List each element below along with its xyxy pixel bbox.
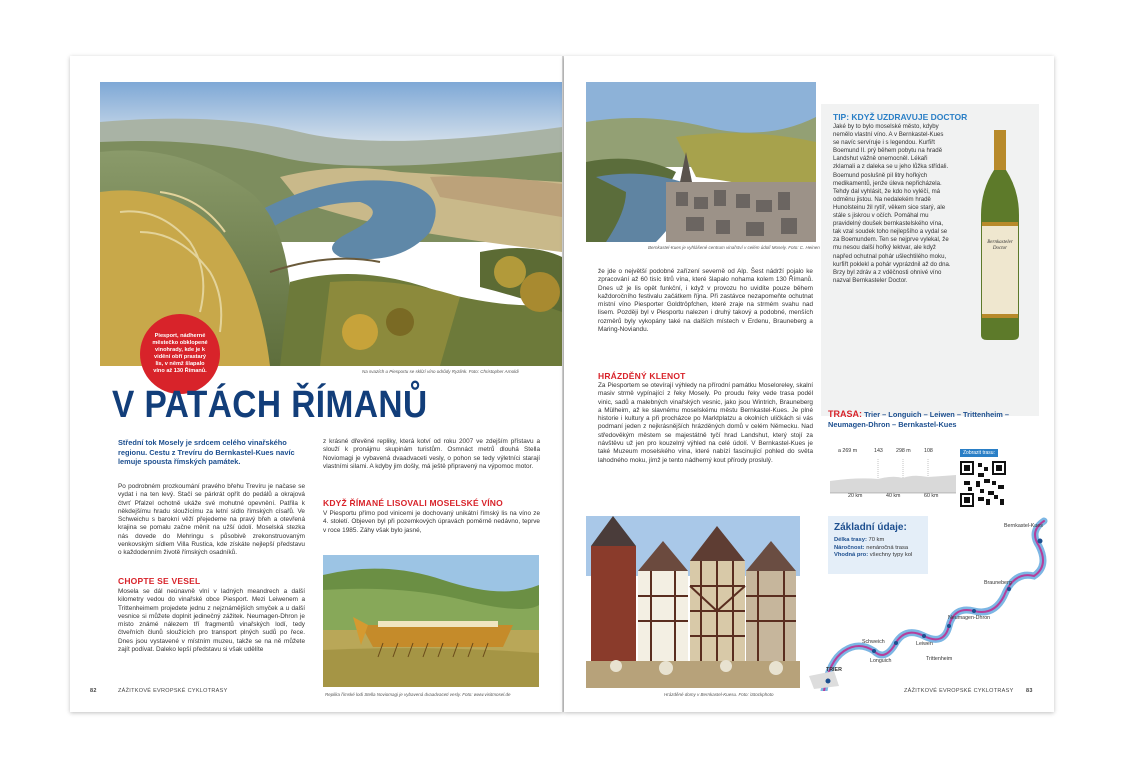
info-value: nenáročná trasa (866, 544, 909, 551)
profile-km-1: 20 km (848, 493, 863, 499)
profile-km-2: 40 km (886, 493, 901, 499)
info-key: Délka trasy: (834, 537, 867, 543)
right-page-number: 83 (1026, 688, 1033, 694)
profile-label-3: 298 m (896, 448, 911, 454)
left-col1-text: Po podrobném prozkoumání pravého břehu Trevíru je načase se vydat i na ten levý. Stačí se párkrát opřít do pedálů a okrajová čtvrť Pfalzel ochotně ukáže své mohutné opevnění. Patřila k někdejšímu hradu sloužícímu za letní sídlo římských císařů. Ve Schweichu s barokní věží přejedeme na pravý břeh a otevřená krajina se pomalu začne měnit na užší údolí. Moselská stezka nás dovede do Mehringu s působivě zrekonstruovaným venkovským sídlem Villa Rustica, kde získáte nejlepší představu o každodenním životě římských osadníků. (118, 483, 305, 557)
left-col2-text2: V Piesportu přímo pod vinicemi je dochovaný unikátní římský lis na víno ze 4. století. Objeven byl při pozemkových úpravách poměrně nedávno, teprve v roce 1985. Záhy však bylo jasné, (323, 510, 540, 534)
info-key: Náročnost: (834, 544, 865, 551)
right-footer: ZÁŽITKOVÉ EVROPSKÉ CYKLOTRASY (904, 688, 1014, 694)
badge-text: Piesport, nádherné městečko obklopené vinohrady, kde je k vidění obří prastarý lis, v němž šlapalo víno až 130 Římanů. (152, 333, 208, 374)
top-photo-caption: Na svazích u Piesportu se sklízí víno odrůdy Ryzlink. Foto: Christopher Arnoldi (362, 369, 519, 374)
houses-caption: Hrázděné domy v Bernkastel-Kuesu. Foto: iStockphoto (664, 692, 774, 697)
left-page (70, 56, 563, 712)
route-text: Trier – Longuich – Leiwen – Trittenheim – Neumagen-Dhron – Bernkastel-Kues (828, 410, 1010, 429)
map-label-bernkastel: Bernkastel-Kues (1004, 523, 1043, 529)
right-page (564, 56, 1054, 712)
right-col-text: že jde o největší podobné zařízení severně od Alp. Šest nádrží pojalo ke zpracování až 60 tisíc litrů vína, které šlapalo nohama kolem 130 Římanů. Dnes už je lis opět funkční, i když v provozu ho uvidíte pouze během každoročního festivalu začátkem října. Při zastávce nezapomeňte ochutnat místní víno Piesporter Goldtröpfchen, které zraje na strmém svahu nad lisem. Později byl v Piesportu nalezen i druhý takový a podobné, menších rozměrů byly vykopány také na dalších místech v Erdenu, Brauneberg a Maring-Noviandu. (598, 268, 813, 334)
tip-title: TIP: KDYŽ UZDRAVUJE DOCTOR (833, 112, 968, 122)
right-col-heading: HRÁZDĚNÝ KLENOT (598, 371, 686, 381)
route-summary (828, 409, 1028, 430)
route-map (804, 511, 1049, 691)
article-title: V PATÁCH ŘÍMANŮ (112, 384, 428, 426)
map-label-neumagen: Neumagen-Dhron (948, 615, 991, 621)
basic-info-title: Základní údaje: (834, 522, 907, 533)
boat-caption: Replika římské lodi Stella Noviomagi je vybavená dvaadvaceti vesly. Foto: www.visitmosel.de (325, 692, 511, 697)
tip-box (821, 104, 1039, 416)
qr-label: Zobrazit trasu: (960, 449, 998, 457)
profile-label-4: 108 (924, 448, 933, 454)
article-lead: Střední tok Mosely je srdcem celého vinařského regionu. Cestu z Trevíru do Bernkastel-Kues navíc lemuje spousta římských památek. (118, 438, 295, 467)
right-col-text2: Za Piesportem se otevírají výhledy na přírodní památku Moseloreley, skalní masiv strmě vypínající z řeky Mosely. Po proudu řeky vede trasa podél vinic, sadů a malebných vinařských vesnic, jako jsou Wintrich, Brauneberg a Mülheim, až ke slavnému moselskému městu Bernkastel-Kues. Je plné historie i kultury a při procházce po Marktplatzu a okolních uličkách si vás podmaní jeden z nejkrásnějších hrázděných domů v celém Německu. Nad středověkým městem se majestátně tyčí hrad Landshut, který stojí za návštěvu už jen pro kouzelný výhled na celé údolí. V Bernkastel-Kues je také Muzeum moselského vína, které nabízí fascinující pohled do světa lahodného moku, jímž je tento nádherný kout přírody proslulý. (598, 382, 813, 464)
left-col2-heading: KDYŽ ŘÍMANÉ LISOVALI MOSELSKÉ VÍNO (323, 498, 503, 508)
tip-text: Jaké by to bylo moselské město, kdyby nemělo vlastní víno. A v Bernkastel-Kues se navíc servíruje i s legendou. Kurfiřt Boemund II. prý během pobytu na hradě Landshut vážně onemocněl. Lékaři zklamali a z daleka se u jeho lůžka střídali. Boemund poslušně pil litry hořkých medikamentů, jenže úleva nepřicházela. Tehdy dal vyhlásit, že kdo ho vyléčí, má odměnu jistou. Na nedalekém hradě Hunolsteinu žil rytíř, věkem sice starý, ale stále s jiskrou v očích. Pomáhal mu pravidelný doušek bernkastelského vína, tak vzal soudek toho nejlepšího a vydal se za Boemundem. Ten se nejprve vylekal, že mu nesou další hořký lektvar, ale když napřed ochutnal pohár ušlechtilého moku, kurfiřt poklekl a pohár vyprázdnil až do dna. Brzy byl zdráv a z vděčnosti ohnivé víno nazval Bernkasteler Doctor. (833, 123, 951, 284)
left-col2-text: z krásné dřevěné repliky, která kotví od roku 2007 ve zdejším přístavu a slouží k pronájmu skupinám turistům. Osmnáct metrů dlouhá Stella Noviomagi je vybavená dvaadvaceti vesly, o pohon se tedy výletníci starají vlastními silami. A kdyby jim došly, má ještě připravený na výpomoc motor. (323, 438, 540, 470)
left-col1-heading: CHOPTE SE VESEL (118, 576, 201, 586)
info-value: 70 km (868, 537, 885, 543)
qr-code-block[interactable] (960, 441, 1010, 503)
profile-label-1: a 269 m (838, 448, 858, 454)
elevation-profile (828, 441, 958, 501)
half-timbered-houses-photo (586, 516, 800, 688)
left-footer: ZÁŽITKOVÉ EVROPSKÉ CYKLOTRASY (118, 688, 228, 694)
map-label-brauneberg: Brauneberg (984, 580, 1012, 586)
profile-km-3: 60 km (924, 493, 939, 499)
map-label-longuich: Longuich (870, 658, 892, 664)
qr-code-icon (960, 461, 1006, 507)
map-label-leiwen: Leiwen (916, 641, 933, 647)
bernkastel-town-photo (586, 82, 816, 242)
piesport-badge (140, 314, 220, 394)
bottle-label-text: Bernkasteler Doctor (987, 240, 1013, 251)
info-value: všechny typy kol (869, 552, 913, 558)
route-label: TRASA: (828, 409, 862, 419)
left-page-number: 82 (90, 688, 97, 694)
map-label-trier: TRIER (826, 667, 842, 673)
profile-label-2: 143 (874, 448, 883, 454)
roman-boat-photo (323, 555, 539, 687)
left-col1-text2: Mosela se dál neúnavně vlní v ladných meandrech a další kilometry vedou do vinařské obce Piesport. Mezi Leiwenem a Trittenheimem projedete jednu z nejznámějších smyček a u další vesnice si můžete doplnit jedinečný zážitek. Neumagen-Dhron je místo známé nálezem tří fragmentů vinařských lodí, tedy čtveřních člunů sloužících pro transport plných sudů po řece. Dnes jsou vystavené v místním muzeu, takže se na ně můžete zajít podívat. Daleko lepší představu si však udělíte (118, 588, 305, 654)
map-label-trittenheim: Trittenheim (926, 656, 953, 662)
map-label-schweich: Schweich (862, 639, 885, 645)
wine-bottle-image (975, 130, 1025, 340)
town-photo-caption: Bernkastel-Kues je vyhlášené centrum vinařství v celém údolí Mosely. Foto: C. Heinen (648, 245, 820, 250)
info-key: Vhodná pro: (834, 552, 869, 558)
